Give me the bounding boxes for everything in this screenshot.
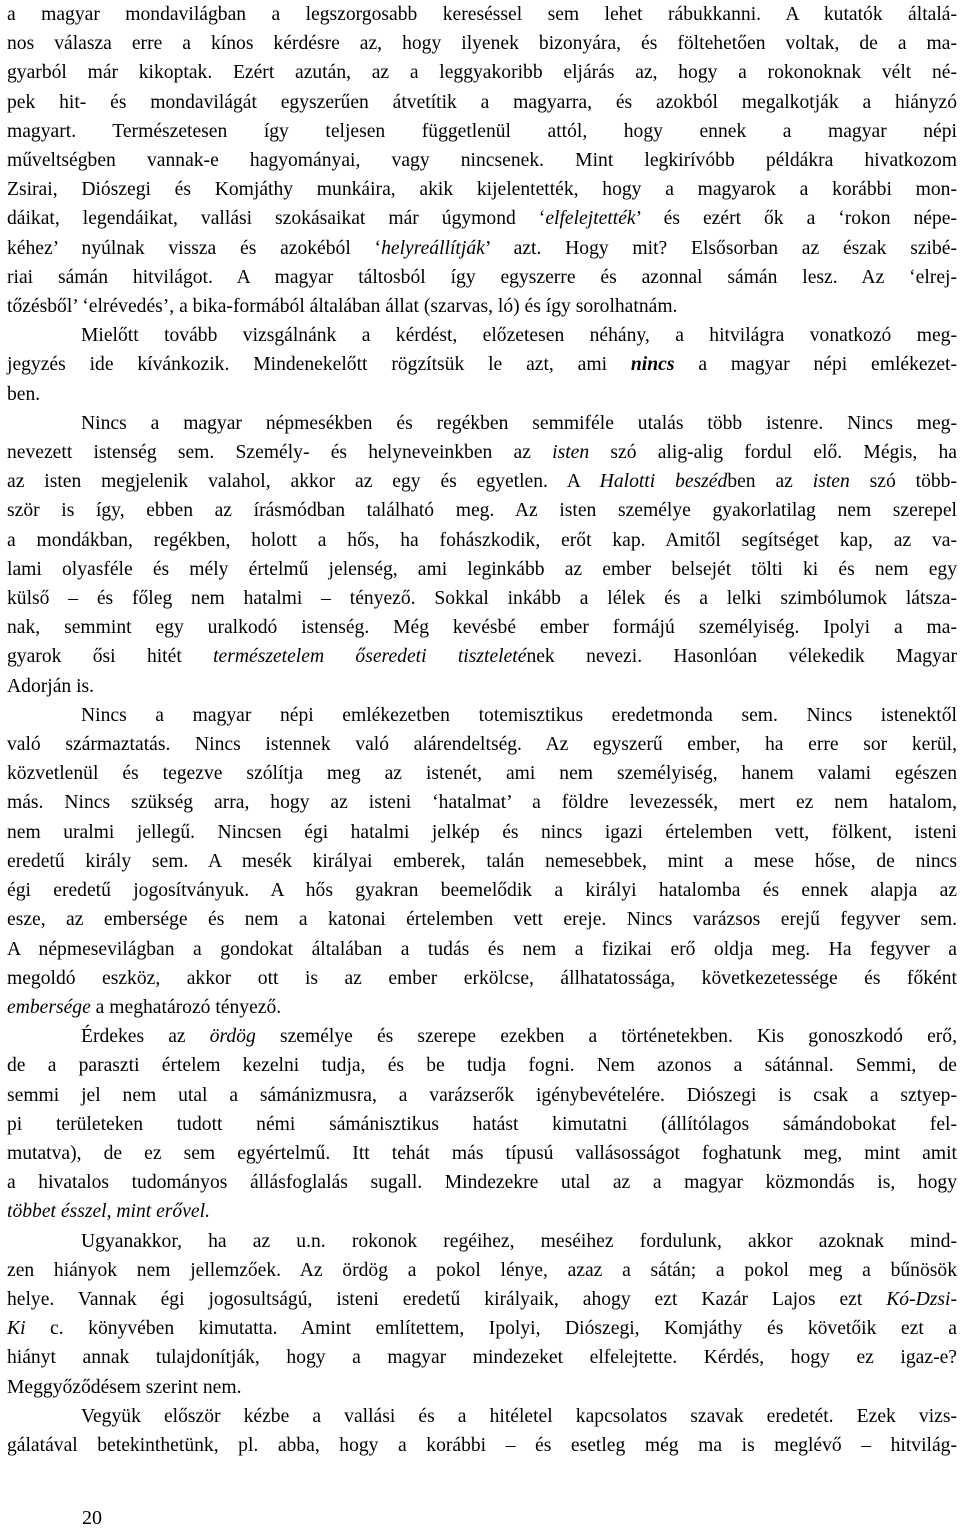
paragraph-7 xyxy=(7,1402,957,1460)
text-line: az isten megjelenik valahol, akkor az egy és egyetlen. A Halotti beszédben az isten szó több- xyxy=(7,471,957,493)
text-line: Ugyanakkor, ha az u.n. rokonok regéihez, meséihez fordulunk, akkor azoknak mind- xyxy=(81,1230,957,1252)
text-line: lami olyasféle és mély értelmű jelenség, ami leginkább az ember belsejét tölti ki és nem egy xyxy=(7,558,957,580)
text-line: zen hiányok nem jellemzőek. Az ördög a pokol lénye, azaz a sátán; a pokol meg a bűnösök xyxy=(7,1259,957,1281)
text-line: nak, semmint egy uralkodó istenség. Még kevésbé ember formájú személyiség. Ipolyi a ma- xyxy=(7,617,957,639)
text-line: Meggyőződésem szerint nem. xyxy=(7,1376,242,1398)
text-line: eredetű király sem. A mesék királyai emberek, talán nemesebbek, mint a mese hőse, de nincs xyxy=(7,850,957,872)
text-line: Érdekes az ördög személye és szerepe ezekben a történetekben. Kis gonoszkodó erő, xyxy=(81,1026,957,1048)
page-number: 20 xyxy=(82,1507,102,1529)
text-line: Adorján is. xyxy=(7,675,95,697)
text-line: külső – és főleg nem hatalmi – tényező. Sokkal inkább a lélek és a lelki szimbólumok látsza- xyxy=(7,588,957,610)
text-line: ben. xyxy=(7,383,41,405)
text-line: kéhez’ nyúlnak vissza és azokéból ‘helyreállítják’ azt. Hogy mit? Elsősorban az észak szibé- xyxy=(7,237,957,259)
paragraph-1 xyxy=(7,0,957,321)
paragraph-3 xyxy=(7,409,957,701)
text-line: többet ésszel, mint erővel. xyxy=(7,1201,210,1223)
text-line: semmi jel nem utal a sámánizmusra, a varázserők igénybevételére. Diószegi is csak a sztyep- xyxy=(7,1084,957,1106)
text-line: helye. Vannak égi jogosultságú, isteni eredetű királyaik, ahogy ezt Kazár Lajos ezt Kó-Dzsi- xyxy=(7,1288,957,1310)
text-line: Vegyük először kézbe a vallási és a hitéletel kapcsolatos szavak eredetét. Ezek vizs- xyxy=(81,1405,957,1427)
text-line: gyarok ősi hitét természetelem őseredeti tiszteletének nevezi. Hasonlóan vélekedik Magyar xyxy=(7,646,957,668)
text-line: riai sámán hitvilágot. A magyar táltosból így egyszerre és azonnal sámán lesz. Az ‘elrej- xyxy=(7,266,957,288)
text-line: megoldó eszköz, akkor ott is az ember erkölcse, állhatatossága, következetessége és főként xyxy=(7,967,957,989)
text-line: pi területeken tudott némi sámánisztikus hatást kimutatni (állítólagos sámándobokat fel- xyxy=(7,1113,957,1135)
paragraph-4 xyxy=(7,701,957,1022)
text-line: égi eredetű jogosítványuk. A hős gyakran beemelődik a királyi hatalomba és ennek alapja az xyxy=(7,880,957,902)
text-line: a mondákban, regékben, holott a hős, ha fohászkodik, erőt kap. Amitől segítséget kap, az va- xyxy=(7,529,957,551)
text-line: Nincs a magyar népmesékben és regékben semmiféle utalás több istenre. Nincs meg- xyxy=(81,412,957,434)
text-line: gálatával betekinthetünk, pl. abba, hogy a korábbi – és esetleg még ma is meglévő – hitvilág- xyxy=(7,1434,957,1456)
text-line: más. Nincs szükség arra, hogy az isteni ‘hatalmat’ a földre levezessék, mert ez nem hatalom, xyxy=(7,792,957,814)
text-line: Nincs a magyar népi emlékezetben totemisztikus eredetmonda sem. Nincs istenektől xyxy=(81,704,957,726)
text-line: műveltségben vannak-e hagyományai, vagy nincsenek. Mint legkirívóbb példákra hivatkozom xyxy=(7,150,957,172)
text-line: a hivatalos tudományos állásfoglalás sugall. Mindezekre utal az a magyar közmondás is, hogy xyxy=(7,1172,957,1194)
text-line: közvetlenül és tegezve szólítja meg az istenét, ami nem személyiség, hanem valami egészen xyxy=(7,763,957,785)
text-line: való származtatás. Nincs istennek való alárendeltség. Az egyszerű ember, ha erre sor kerül, xyxy=(7,734,957,756)
text-line: embersége a meghatározó tényező. xyxy=(7,996,282,1018)
paragraph-5 xyxy=(7,1022,957,1226)
text-line: Ki c. könyvében kimutatta. Amint említettem, Ipolyi, Diószegi, Komjáthy és követőik ezt a xyxy=(7,1318,957,1340)
text-line: hiányt annak tulajdonítják, hogy a magyar mindezeket elfelejtette. Kérdés, hogy ez igaz-e? xyxy=(7,1347,957,1369)
text-line: de a paraszti értelem kezelni tudja, és be tudja fogni. Nem azonos a sátánnal. Semmi, de xyxy=(7,1055,957,1077)
paragraph-6 xyxy=(7,1227,957,1402)
text-line: ször is így, ebben az írásmódban található meg. Az isten személye gyakorlatilag nem szerepel xyxy=(7,500,957,522)
text-line: nem uralmi jellegű. Nincsen égi hatalmi jelkép és nincs igazi értelemben vett, fölkent, isteni xyxy=(7,821,957,843)
text-line: jegyzés ide kívánkozik. Mindenekelőtt rögzítsük le azt, ami nincs a magyar népi emlékezet- xyxy=(7,354,957,376)
paragraph-2 xyxy=(7,321,957,409)
text-line: A népmesevilágban a gondokat általában a tudás és nem a fizikai erő oldja meg. Ha fegyver a xyxy=(7,938,957,960)
text-line: Mielőtt tovább vizsgálnánk a kérdést, előzetesen néhány, a hitvilágra vonatkozó meg- xyxy=(81,325,957,347)
text-line: mutatva), de ez sem egyértelmű. Itt tehát más típusú vallásosságot foghatunk meg, mint amit xyxy=(7,1142,957,1164)
text-line: magyart. Természetesen így teljesen függetlenül attól, hogy ennek a magyar népi xyxy=(7,120,957,142)
text-line: esze, az embersége és nem a katonai értelemben vett ereje. Nincs varázsos erejű fegyver sem. xyxy=(7,909,957,931)
text-line: dáikat, legendáikat, vallási szokásaikat már úgymond ‘elfelejtették’ és ezért ők a ‘rokon népe- xyxy=(7,208,957,230)
document-page xyxy=(7,0,957,1460)
text-line: tőzésből’ ‘elrévedés’, a bika-formából általában állat (szarvas, ló) és így sorolhatnám. xyxy=(7,296,678,318)
text-line: a magyar mondavilágban a legszorgosabb kereséssel sem lehet rábukkanni. A kutatók általá- xyxy=(7,4,957,25)
text-line: nevezett istenség sem. Személy- és helyneveinkben az isten szó alig-alig fordul elő. Mégis, ha xyxy=(7,442,957,464)
text-line: nos válasza erre a kínos kérdésre az, hogy ilyenek bizonyára, és föltehetően voltak, de a ma- xyxy=(7,33,957,55)
text-line: Zsirai, Diószegi és Komjáthy munkáira, akik kijelentették, hogy a magyarok a korábbi mon- xyxy=(7,179,957,201)
text-line: gyarból már kikoptak. Ezért azután, az a leggyakoribb eljárás az, hogy a rokonoknak vélt né- xyxy=(7,62,957,84)
text-line: pek hit- és mondavilágát egyszerűen átvetítik a magyarra, és azokból megalkotják a hiányzó xyxy=(7,91,957,113)
